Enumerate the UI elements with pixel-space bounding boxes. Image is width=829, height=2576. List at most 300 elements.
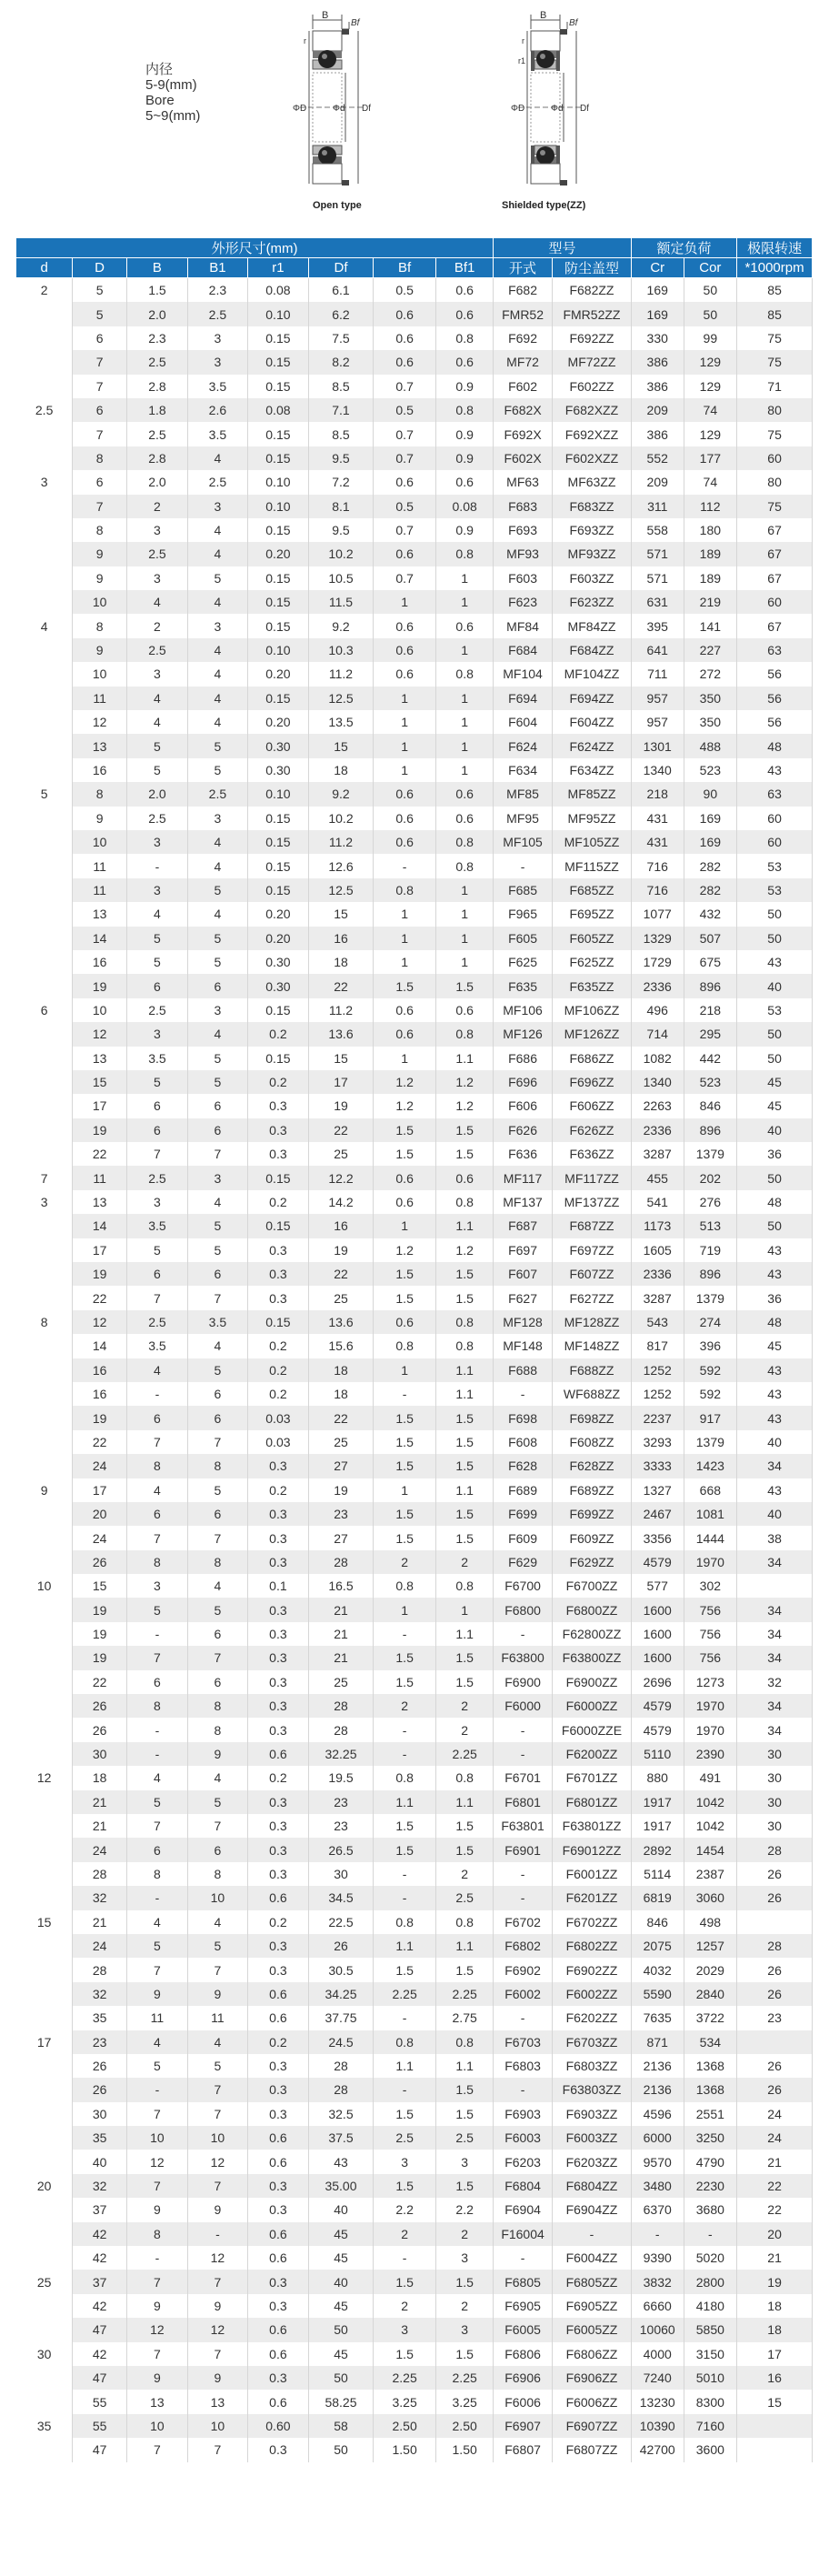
table-row: [16, 902, 813, 926]
cell-flange-width: 0.8: [374, 1910, 436, 1934]
cell-radius-r1: 0.3: [247, 1238, 308, 1262]
cell-dynamic-load: 1301: [631, 734, 684, 757]
cell-flange-dia: 23: [308, 1814, 373, 1838]
cell-shielded-model: F6803ZZ: [553, 2054, 632, 2078]
cell-flange-width: 1.5: [374, 1262, 436, 1286]
cell-flange-width-bf1: 0.8: [436, 1910, 494, 1934]
cell-flange-width: 1.5: [374, 1430, 436, 1454]
cell-flange-dia: 10.3: [308, 638, 373, 662]
cell-outer-dia: 9: [73, 638, 127, 662]
cell-shielded-model: F687ZZ: [553, 1214, 632, 1238]
cell-width: 5: [126, 1934, 187, 1958]
cell-d: [16, 2294, 73, 2318]
cell-flange-width: 0.6: [374, 662, 436, 686]
table-column-header-row: [16, 258, 813, 278]
cell-shielded-model: F6202ZZ: [553, 2006, 632, 2030]
cell-d: 17: [16, 2030, 73, 2054]
cell-width-b1: 7: [187, 2342, 247, 2366]
cell-flange-dia: 11.2: [308, 830, 373, 854]
cell-width-b1: 5: [187, 566, 247, 590]
cell-flange-dia: 16: [308, 1214, 373, 1238]
cell-static-load: 523: [684, 758, 737, 782]
cell-flange-width: 3: [374, 2150, 436, 2173]
cell-flange-dia: 43: [308, 2150, 373, 2173]
cell-d: [16, 2438, 73, 2461]
cell-width: -: [126, 2246, 187, 2270]
cell-flange-width: -: [374, 2078, 436, 2101]
cell-shielded-model: F6904ZZ: [553, 2198, 632, 2221]
cell-open-model: F6700: [494, 1574, 553, 1598]
cell-open-model: F682: [494, 278, 553, 303]
col-header-dynamic-load: Cr: [631, 258, 684, 278]
cell-flange-width-bf1: 1.1: [436, 1214, 494, 1238]
cell-flange-dia: 13.6: [308, 1022, 373, 1046]
cell-flange-width-bf1: 0.8: [436, 1574, 494, 1598]
cell-outer-dia: 37: [73, 2270, 127, 2293]
cell-shielded-model: F6004ZZ: [553, 2246, 632, 2270]
cell-shielded-model: F683ZZ: [553, 495, 632, 518]
cell-dynamic-load: 9570: [631, 2150, 684, 2173]
cell-d: [16, 1022, 73, 1046]
cell-flange-dia: 11.5: [308, 590, 373, 614]
cell-flange-width: 0.6: [374, 542, 436, 566]
cell-width: 4: [126, 1478, 187, 1502]
cell-static-load: 1081: [684, 1502, 737, 1526]
table-row: [16, 1358, 813, 1382]
cell-flange-width-bf1: 2.25: [436, 2366, 494, 2390]
cell-static-load: 1257: [684, 1934, 737, 1958]
cell-d: 7: [16, 1166, 73, 1189]
cell-static-load: -: [684, 2222, 737, 2246]
cell-width-b1: 7: [187, 2438, 247, 2461]
cell-width: 7: [126, 2270, 187, 2293]
cell-dynamic-load: 10390: [631, 2414, 684, 2438]
cell-dynamic-load: 1917: [631, 1790, 684, 1814]
cell-shielded-model: F6001ZZ: [553, 1862, 632, 1886]
cell-width-b1: 4: [187, 830, 247, 854]
cell-radius-r1: 0.15: [247, 878, 308, 902]
cell-flange-width-bf1: 0.9: [436, 446, 494, 470]
cell-d: [16, 590, 73, 614]
cell-flange-dia: 7.2: [308, 470, 373, 494]
col-header-static-load: Cor: [684, 258, 737, 278]
table-row: [16, 2294, 813, 2318]
cell-dynamic-load: 1327: [631, 1478, 684, 1502]
cell-static-load: 219: [684, 590, 737, 614]
table-row: [16, 734, 813, 757]
cell-flange-width-bf1: 0.9: [436, 375, 494, 398]
cell-width-b1: 3: [187, 350, 247, 374]
label-b: B: [540, 10, 547, 21]
cell-flange-width-bf1: 2.50: [436, 2414, 494, 2438]
cell-width-b1: 3: [187, 1166, 247, 1189]
cell-d: 30: [16, 2342, 73, 2366]
cell-static-load: 129: [684, 422, 737, 446]
cell-dynamic-load: 3480: [631, 2174, 684, 2198]
cell-dynamic-load: 1600: [631, 1646, 684, 1669]
table-row: [16, 1094, 813, 1118]
cell-width-b1: 5: [187, 950, 247, 974]
cell-d: [16, 2222, 73, 2246]
table-row: [16, 2390, 813, 2413]
table-row: [16, 782, 813, 806]
cell-outer-dia: 19: [73, 974, 127, 997]
cell-flange-dia: 12.5: [308, 687, 373, 710]
cell-dynamic-load: 880: [631, 1766, 684, 1789]
cell-outer-dia: 21: [73, 1790, 127, 1814]
cell-flange-width-bf1: 1.1: [436, 1382, 494, 1406]
cell-flange-width: 1.50: [374, 2438, 436, 2461]
cell-flange-width: 1.2: [374, 1238, 436, 1262]
cell-flange-width: 1.5: [374, 1646, 436, 1669]
cell-width-b1: 4: [187, 662, 247, 686]
cell-flange-dia: 50: [308, 2318, 373, 2341]
cell-shielded-model: F6804ZZ: [553, 2174, 632, 2198]
cell-radius-r1: 0.2: [247, 1910, 308, 1934]
cell-flange-width-bf1: 1.5: [436, 1142, 494, 1166]
cell-open-model: F63800: [494, 1646, 553, 1669]
cell-open-model: F682X: [494, 398, 553, 422]
cell-flange-width-bf1: 2: [436, 1718, 494, 1741]
bore-range-cn: 5-9(mm): [145, 77, 197, 93]
cell-radius-r1: 0.3: [247, 2270, 308, 2293]
cell-flange-dia: 12.6: [308, 854, 373, 877]
cell-speed-limit: [737, 2414, 813, 2438]
cell-speed-limit: 26: [737, 1886, 813, 1909]
cell-width-b1: 6: [187, 1838, 247, 1861]
cell-dynamic-load: 4596: [631, 2102, 684, 2126]
cell-flange-width: 2: [374, 1550, 436, 1574]
cell-flange-width: 0.6: [374, 302, 436, 326]
cell-flange-width-bf1: 3.25: [436, 2390, 494, 2413]
cell-open-model: F626: [494, 1118, 553, 1142]
cell-width-b1: 7: [187, 1814, 247, 1838]
cell-width-b1: 2.5: [187, 470, 247, 494]
cell-open-model: -: [494, 1622, 553, 1646]
cell-speed-limit: 36: [737, 1286, 813, 1309]
cell-flange-width-bf1: 1.5: [436, 1670, 494, 1694]
cell-flange-dia: 21: [308, 1646, 373, 1669]
cell-width-b1: 5: [187, 1790, 247, 1814]
cell-shielded-model: F6800ZZ: [553, 1598, 632, 1621]
cell-static-load: 2029: [684, 1958, 737, 1981]
cell-d: [16, 758, 73, 782]
cell-static-load: 1423: [684, 1454, 737, 1478]
cell-d: [16, 878, 73, 902]
cell-width: -: [126, 1742, 187, 1766]
cell-speed-limit: 30: [737, 1742, 813, 1766]
group-header-model: 型号: [494, 238, 632, 258]
cell-shielded-model: F624ZZ: [553, 734, 632, 757]
bore-spec-label: [145, 62, 200, 124]
cell-dynamic-load: 571: [631, 566, 684, 590]
cell-static-load: 1368: [684, 2054, 737, 2078]
cell-d: 2: [16, 278, 73, 303]
cell-flange-width-bf1: 0.6: [436, 782, 494, 806]
cell-flange-width: 1: [374, 687, 436, 710]
cell-flange-width: 1.5: [374, 1814, 436, 1838]
cell-width-b1: 5: [187, 1934, 247, 1958]
cell-dynamic-load: 641: [631, 638, 684, 662]
cell-static-load: 169: [684, 807, 737, 830]
cell-width-b1: 5: [187, 878, 247, 902]
cell-flange-dia: 10.2: [308, 542, 373, 566]
cell-flange-dia: 45: [308, 2342, 373, 2366]
cell-shielded-model: F6802ZZ: [553, 1934, 632, 1958]
cell-open-model: F602: [494, 375, 553, 398]
cell-d: [16, 446, 73, 470]
cell-open-model: MF137: [494, 1190, 553, 1214]
cell-shielded-model: WF688ZZ: [553, 1382, 632, 1406]
table-row: [16, 1286, 813, 1309]
cell-flange-width: 1.5: [374, 1502, 436, 1526]
cell-speed-limit: 56: [737, 662, 813, 686]
cell-speed-limit: 63: [737, 638, 813, 662]
cell-flange-dia: 12.5: [308, 878, 373, 902]
cell-flange-width: 1.5: [374, 2270, 436, 2293]
cell-width-b1: 2.3: [187, 278, 247, 303]
cell-open-model: F635: [494, 974, 553, 997]
cell-width-b1: 3: [187, 495, 247, 518]
cell-static-load: 1273: [684, 1670, 737, 1694]
cell-speed-limit: 18: [737, 2318, 813, 2341]
cell-width: 3: [126, 1190, 187, 1214]
cell-open-model: F6703: [494, 2030, 553, 2054]
cell-flange-width-bf1: 0.6: [436, 1166, 494, 1189]
cell-open-model: F6904: [494, 2198, 553, 2221]
cell-static-load: 2551: [684, 2102, 737, 2126]
cell-shielded-model: F63801ZZ: [553, 1814, 632, 1838]
cell-static-load: 112: [684, 495, 737, 518]
cell-dynamic-load: 6000: [631, 2126, 684, 2150]
col-header-width-b1: B1: [187, 258, 247, 278]
cell-dynamic-load: 552: [631, 446, 684, 470]
cell-outer-dia: 21: [73, 1910, 127, 1934]
cell-open-model: F602X: [494, 446, 553, 470]
cell-width-b1: 6: [187, 1502, 247, 1526]
cell-flange-width-bf1: 1: [436, 638, 494, 662]
cell-static-load: 592: [684, 1358, 737, 1382]
cell-width-b1: 7: [187, 2270, 247, 2293]
cell-radius-r1: 0.03: [247, 1406, 308, 1429]
cell-speed-limit: 19: [737, 2270, 813, 2293]
cell-outer-dia: 47: [73, 2318, 127, 2341]
cell-flange-width-bf1: 1.5: [436, 1262, 494, 1286]
cell-outer-dia: 8: [73, 614, 127, 637]
cell-flange-width-bf1: 0.8: [436, 854, 494, 877]
cell-radius-r1: 0.3: [247, 2102, 308, 2126]
table-row: [16, 422, 813, 446]
cell-outer-dia: 47: [73, 2438, 127, 2461]
cell-static-load: 282: [684, 878, 737, 902]
cell-flange-width-bf1: 0.6: [436, 807, 494, 830]
cell-flange-width: 1.5: [374, 1838, 436, 1861]
table-row: [16, 2342, 813, 2366]
cell-speed-limit: 53: [737, 878, 813, 902]
cell-open-model: MF106: [494, 998, 553, 1022]
cell-static-load: 1042: [684, 1790, 737, 1814]
cell-static-load: 2800: [684, 2270, 737, 2293]
table-row: [16, 710, 813, 734]
cell-outer-dia: 16: [73, 1358, 127, 1382]
cell-flange-dia: 9.2: [308, 614, 373, 637]
cell-flange-dia: 26.5: [308, 1838, 373, 1861]
cell-dynamic-load: 209: [631, 398, 684, 422]
cell-shielded-model: F686ZZ: [553, 1047, 632, 1070]
cell-flange-dia: 21: [308, 1622, 373, 1646]
table-row: [16, 326, 813, 350]
cell-shielded-model: F695ZZ: [553, 902, 632, 926]
cell-flange-dia: 19: [308, 1238, 373, 1262]
table-row: [16, 2222, 813, 2246]
cell-flange-width: 1.5: [374, 2342, 436, 2366]
cell-width: 5: [126, 2054, 187, 2078]
cell-width: 2.0: [126, 470, 187, 494]
cell-flange-width: 0.6: [374, 998, 436, 1022]
cell-open-model: F6006: [494, 2390, 553, 2413]
cell-outer-dia: 13: [73, 1190, 127, 1214]
cell-width: 2.8: [126, 446, 187, 470]
cell-dynamic-load: 13230: [631, 2390, 684, 2413]
cell-speed-limit: 21: [737, 2150, 813, 2173]
cell-flange-width-bf1: 1.5: [436, 2342, 494, 2366]
cell-shielded-model: F685ZZ: [553, 878, 632, 902]
table-row: [16, 2414, 813, 2438]
cell-shielded-model: F6906ZZ: [553, 2366, 632, 2390]
cell-speed-limit: 26: [737, 1862, 813, 1886]
cell-outer-dia: 22: [73, 1286, 127, 1309]
cell-width-b1: 4: [187, 1334, 247, 1358]
cell-width: 7: [126, 2102, 187, 2126]
cell-width-b1: 6: [187, 1118, 247, 1142]
table-row: [16, 2246, 813, 2270]
cell-width-b1: 4: [187, 710, 247, 734]
cell-flange-width: 0.8: [374, 2030, 436, 2054]
cell-width-b1: 4: [187, 687, 247, 710]
cell-outer-dia: 22: [73, 1430, 127, 1454]
label-r: r: [304, 36, 306, 45]
cell-width-b1: 8: [187, 1718, 247, 1741]
cell-flange-width: 1: [374, 1214, 436, 1238]
table-row: [16, 2366, 813, 2390]
cell-d: [16, 1526, 73, 1549]
table-row: [16, 1742, 813, 1766]
cell-radius-r1: 0.15: [247, 687, 308, 710]
cell-width-b1: 2.6: [187, 398, 247, 422]
cell-width: 6: [126, 1094, 187, 1118]
cell-outer-dia: 13: [73, 734, 127, 757]
cell-radius-r1: 0.30: [247, 758, 308, 782]
cell-width-b1: 5: [187, 1478, 247, 1502]
cell-outer-dia: 10: [73, 998, 127, 1022]
table-row: [16, 2438, 813, 2461]
cell-outer-dia: 16: [73, 758, 127, 782]
table-row: [16, 1718, 813, 1741]
cell-shielded-model: F6201ZZ: [553, 1886, 632, 1909]
shielded-type-bearing-drawing: [491, 9, 645, 209]
cell-open-model: F698: [494, 1406, 553, 1429]
cell-flange-dia: 16: [308, 927, 373, 950]
cell-width-b1: 9: [187, 2198, 247, 2221]
cell-flange-width-bf1: 2: [436, 2222, 494, 2246]
cell-open-model: F6000: [494, 1694, 553, 1718]
cell-static-load: 534: [684, 2030, 737, 2054]
cell-radius-r1: 0.15: [247, 326, 308, 350]
cell-dynamic-load: 2136: [631, 2054, 684, 2078]
cell-static-load: 675: [684, 950, 737, 974]
cell-flange-dia: 45: [308, 2222, 373, 2246]
cell-width-b1: 3: [187, 614, 247, 637]
cell-static-load: 99: [684, 326, 737, 350]
cell-dynamic-load: 846: [631, 1910, 684, 1934]
cell-dynamic-load: 577: [631, 1574, 684, 1598]
cell-radius-r1: 0.3: [247, 1094, 308, 1118]
cell-flange-width-bf1: 3: [436, 2150, 494, 2173]
cell-speed-limit: 40: [737, 974, 813, 997]
cell-flange-width: 0.7: [374, 446, 436, 470]
cell-static-load: 1970: [684, 1550, 737, 1574]
cell-d: [16, 1622, 73, 1646]
cell-width: 9: [126, 2366, 187, 2390]
cell-flange-dia: 37.75: [308, 2006, 373, 2030]
cell-shielded-model: F692XZZ: [553, 422, 632, 446]
cell-open-model: -: [494, 1886, 553, 1909]
cell-flange-width-bf1: 2: [436, 1862, 494, 1886]
cell-d: 5: [16, 782, 73, 806]
cell-open-model: MF85: [494, 782, 553, 806]
cell-speed-limit: 80: [737, 470, 813, 494]
cell-dynamic-load: 1252: [631, 1382, 684, 1406]
table-row: [16, 1190, 813, 1214]
cell-flange-dia: 7.5: [308, 326, 373, 350]
cell-flange-width: 1: [374, 1047, 436, 1070]
cell-speed-limit: 85: [737, 302, 813, 326]
cell-width: 4: [126, 710, 187, 734]
cell-dynamic-load: 6819: [631, 1886, 684, 1909]
cell-width-b1: 4: [187, 518, 247, 542]
cell-shielded-model: FMR52ZZ: [553, 302, 632, 326]
cell-width: 4: [126, 2030, 187, 2054]
cell-radius-r1: 0.3: [247, 1934, 308, 1958]
cell-open-model: F696: [494, 1070, 553, 1094]
cell-width: 8: [126, 1862, 187, 1886]
cell-speed-limit: 75: [737, 422, 813, 446]
cell-flange-width-bf1: 1: [436, 710, 494, 734]
cell-flange-width-bf1: 1.1: [436, 1478, 494, 1502]
cell-static-load: 488: [684, 734, 737, 757]
cell-open-model: MF84: [494, 614, 553, 637]
table-group-header-row: [16, 238, 813, 258]
cell-d: [16, 2150, 73, 2173]
cell-flange-dia: 8.2: [308, 350, 373, 374]
cell-outer-dia: 35: [73, 2126, 127, 2150]
cell-radius-r1: 0.3: [247, 1454, 308, 1478]
cell-static-load: 274: [684, 1310, 737, 1334]
cell-speed-limit: 26: [737, 2054, 813, 2078]
cell-dynamic-load: 1173: [631, 1214, 684, 1238]
cell-flange-width: 2.2: [374, 2198, 436, 2221]
cell-flange-width: 1.5: [374, 1406, 436, 1429]
cell-flange-width: 1: [374, 1598, 436, 1621]
cell-d: [16, 687, 73, 710]
cell-width: 7: [126, 1958, 187, 1981]
cell-outer-dia: 8: [73, 518, 127, 542]
cell-radius-r1: 0.3: [247, 1838, 308, 1861]
cell-flange-width-bf1: 1.5: [436, 1502, 494, 1526]
cell-shielded-model: F6806ZZ: [553, 2342, 632, 2366]
cell-flange-dia: 12.2: [308, 1166, 373, 1189]
cell-flange-width-bf1: 0.9: [436, 518, 494, 542]
